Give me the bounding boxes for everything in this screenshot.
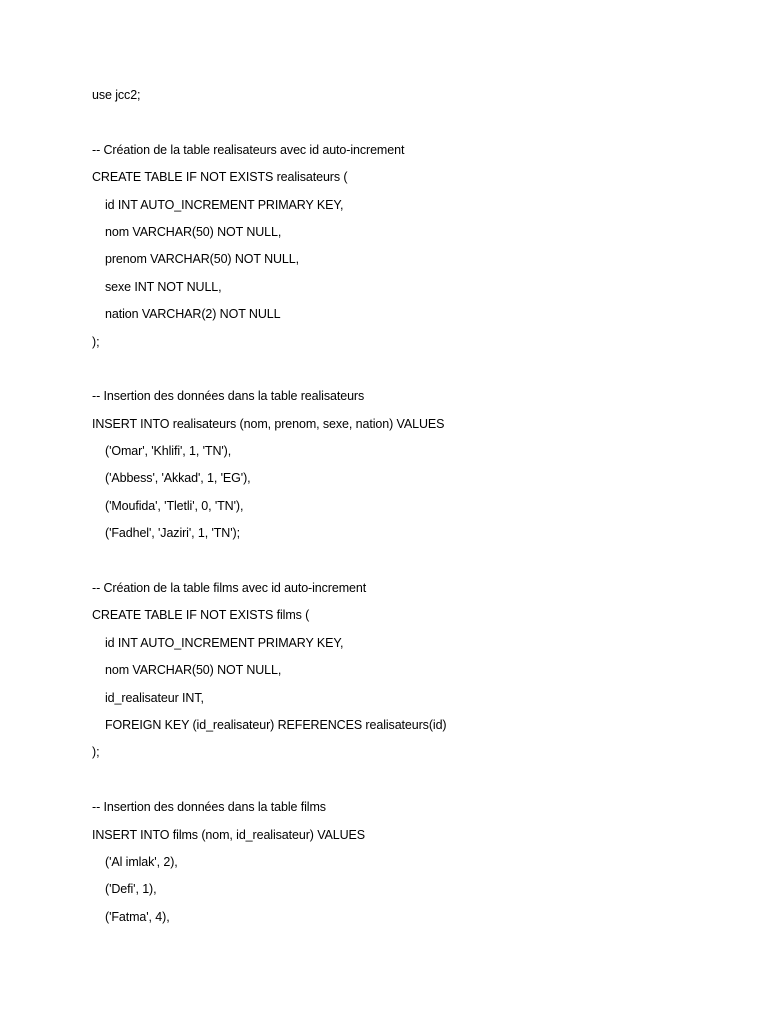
code-line: ('Fadhel', 'Jaziri', 1, 'TN'); [105,526,240,541]
code-line: ('Moufida', 'Tletli', 0, 'TN'), [105,498,244,513]
code-line: ('Omar', 'Khlifi', 1, 'TN'), [105,444,232,459]
code-line: sexe INT NOT NULL, [105,279,222,294]
code-line: nom VARCHAR(50) NOT NULL, [105,663,282,678]
code-line: ('Fatma', 4), [105,909,170,924]
code-line: prenom VARCHAR(50) NOT NULL, [105,252,300,267]
code-line: -- Création de la table realisateurs avec id auto-increment [92,142,405,157]
code-line: ('Al imlak', 2), [105,854,178,869]
code-line: ('Defi', 1), [105,882,157,897]
code-line: -- Création de la table films avec id auto-increment [92,581,367,596]
blank-line [92,548,732,575]
code-line: ('Abbess', 'Akkad', 1, 'EG'), [105,471,251,486]
code-line: -- Insertion des données dans la table films [92,800,326,815]
code-line: use jcc2; [92,88,141,102]
document-body [92,82,732,931]
code-line: id_realisateur INT, [105,690,204,705]
code-line: INSERT INTO realisateurs (nom, prenom, sexe, nation) VALUES [92,416,445,431]
blank-line [92,356,732,383]
code-line: CREATE TABLE IF NOT EXISTS realisateurs ( [92,170,348,185]
code-line: INSERT INTO films (nom, id_realisateur) VALUES [92,827,366,842]
code-line: -- Insertion des données dans la table realisateurs [92,389,365,404]
code-line: CREATE TABLE IF NOT EXISTS films ( [92,608,310,623]
code-line: id INT AUTO_INCREMENT PRIMARY KEY, [105,635,344,650]
code-line: ); [92,745,100,760]
blank-line [92,109,732,136]
code-line: id INT AUTO_INCREMENT PRIMARY KEY, [105,197,344,212]
code-line: FOREIGN KEY (id_realisateur) REFERENCES realisateurs(id) [105,717,447,732]
blank-line [92,767,732,794]
code-line: nation VARCHAR(2) NOT NULL [105,307,281,322]
code-line: nom VARCHAR(50) NOT NULL, [105,224,282,239]
code-line: ); [92,334,100,349]
